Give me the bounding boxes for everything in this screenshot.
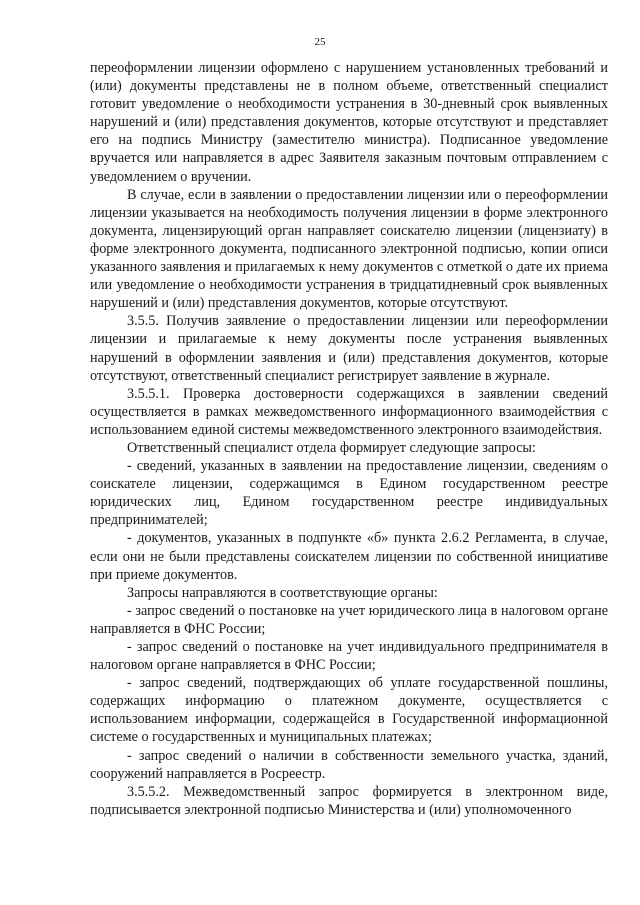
paragraph: - запрос сведений о постановке на учет юридического лица в налоговом органе направляется в ФНС России; <box>90 602 608 637</box>
paragraph: 3.5.5.1. Проверка достоверности содержащихся в заявлении сведений осуществляется в рамках межведомственного информационного взаимодействия с использованием единой системы межведомственного электронного взаимодействия. <box>90 385 608 438</box>
paragraph: - запрос сведений о наличии в собственности земельного участка, зданий, сооружений направляется в Росреестр. <box>90 747 608 782</box>
document-body <box>90 59 608 819</box>
paragraph: - запрос сведений о постановке на учет индивидуального предпринимателя в налоговом органе направляется в ФНС России; <box>90 639 608 674</box>
paragraph: 3.5.5.2. Межведомственный запрос формируется в электронном виде, подписывается электронной подписью Министерства и (или) уполномоченного <box>90 783 608 818</box>
paragraph: - сведений, указанных в заявлении на предоставление лицензии, сведениям о соискателе лицензии, содержащимся в Едином государственном реестре юридических лиц, Едином государственном реестре индивидуальных предпринимателей; <box>90 458 608 529</box>
paragraph: 3.5.5. Получив заявление о предоставлении лицензии или переоформлении лицензии и прилагаемые к нему документы после устранения выявленных нарушений в оформлении заявления и (или) представления документов, которые отсутствуют, ответственный специалист регистрирует заявление в журнале. <box>90 313 608 384</box>
paragraph: Ответственный специалист отдела формирует следующие запросы: <box>127 439 536 456</box>
paragraph: Запросы направляются в соответствующие органы: <box>127 584 438 601</box>
paragraph: В случае, если в заявлении о предоставлении лицензии или о переоформлении лицензии указывается на необходимость получения лицензии в форме электронного документа, лицензирующий орган направляет соискателю лицензии (лицензиату) в форме электронного документа, подписанного электронной подписью, копии описи указанного заявления и прилагаемых к нему документов с отметкой о дате их приема или уведомление о необходимости устранения в тридцатидневный срок выявленных нарушений и (или) представления документов, которые отсутствуют. <box>90 186 608 312</box>
page-number: 25 <box>314 36 326 48</box>
paragraph: - запрос сведений, подтверждающих об уплате государственной пошлины, содержащих информацию о платежном документе, осуществляется с использованием информации, содержащейся в Государственной информационной системе о государственных и муниципальных платежах; <box>90 675 608 746</box>
paragraph: - документов, указанных в подпункте «б» пункта 2.6.2 Регламента, в случае, если они не были представлены соискателем лицензии по собственной инициативе при приеме документов. <box>90 530 608 583</box>
paragraph: переоформлении лицензии оформлено с нарушением установленных требований и (или) документы представлены не в полном объеме, ответственный специалист готовит уведомление о необходимости устранения в 30-дневный срок выявленных нарушений и (или) представления документов, которые отсутствуют и представляет его на подпись Министру (заместителю министра). Подписанное уведомление вручается или направляется в адрес Заявителя заказным почтовым отправлением с уведомлением о вручении. <box>90 60 608 185</box>
